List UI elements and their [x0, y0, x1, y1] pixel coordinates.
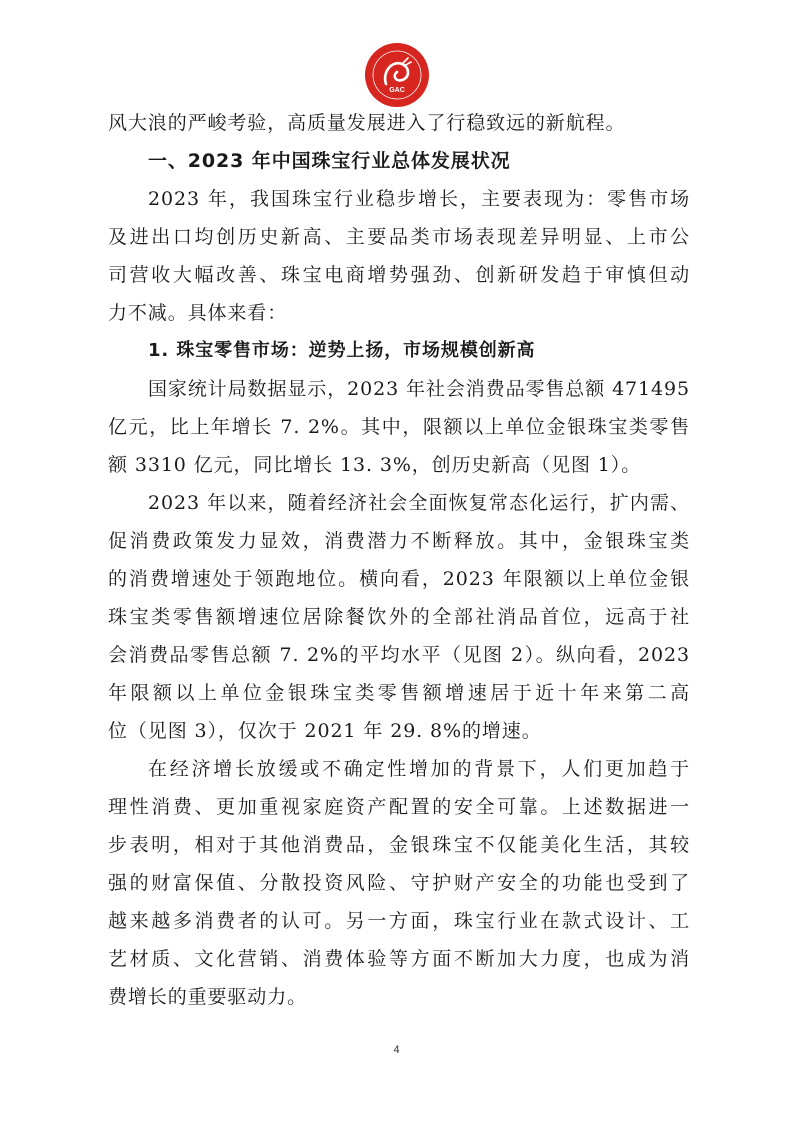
document-body	[108, 104, 690, 1016]
association-logo	[364, 42, 430, 108]
text-line: 珠宝类零售额增速位居除餐饮外的全部社消品首位，远高于社	[108, 606, 690, 628]
text-line: 2023 年以来，随着经济社会全面恢复常态化运行，扩内需、	[148, 492, 690, 514]
subsection-heading	[108, 332, 690, 370]
body-paragraph	[108, 484, 690, 750]
text-line: 亿元，比上年增长 7. 2%。其中，限额以上单位金银珠宝类零售	[108, 416, 690, 438]
body-paragraph	[108, 180, 690, 332]
text-line: 1. 珠宝零售市场：逆势上扬，市场规模创新高	[148, 340, 536, 361]
body-paragraph	[108, 750, 690, 1016]
text-line: 及进出口均创历史新高、主要品类市场表现差异明显、上市公	[108, 226, 690, 248]
text-line: 的消费增速处于领跑地位。横向看，2023 年限额以上单位金银	[108, 568, 690, 590]
text-line: 越来越多消费者的认可。另一方面，珠宝行业在款式设计、工	[108, 910, 690, 932]
text-line: 一、2023 年中国珠宝行业总体发展状况	[148, 150, 511, 172]
association-seal-icon	[364, 42, 430, 108]
text-line: 会消费品零售总额 7. 2%的平均水平（见图 2）。纵向看，2023	[108, 644, 690, 666]
text-line: 费增长的重要驱动力。	[108, 986, 308, 1008]
text-line: 理性消费、更加重视家庭资产配置的安全可靠。上述数据进一	[108, 796, 690, 818]
text-line: 年限额以上单位金银珠宝类零售额增速居于近十年来第二高	[108, 682, 690, 704]
text-line: 国家统计局数据显示，2023 年社会消费品零售总额 471495	[148, 378, 690, 400]
text-line: 在经济增长放缓或不确定性增加的背景下，人们更加趋于	[148, 758, 690, 780]
text-line: 司营收大幅改善、珠宝电商增势强劲、创新研发趋于审慎但动	[108, 264, 690, 286]
text-line: 强的财富保值、分散投资风险、守护财产安全的功能也受到了	[108, 872, 690, 894]
text-line: 促消费政策发力显效，消费潜力不断释放。其中，金银珠宝类	[108, 530, 690, 552]
text-line: 2023 年，我国珠宝行业稳步增长，主要表现为：零售市场	[148, 188, 690, 210]
text-line: 位（见图 3），仅次于 2021 年 29. 8%的增速。	[108, 720, 542, 742]
text-line: 步表明，相对于其他消费品，金银珠宝不仅能美化生活，其较	[108, 834, 690, 856]
text-line: 风大浪的严峻考验，高质量发展进入了行稳致远的新航程。	[108, 112, 626, 134]
text-line: 额 3310 亿元，同比增长 13. 3%，创历史新高（见图 1）。	[108, 454, 642, 476]
logo-inner-text: GAC	[389, 87, 405, 94]
body-paragraph	[108, 104, 690, 142]
text-line: 力不减。具体来看：	[108, 302, 288, 324]
page-number: 4	[393, 1044, 400, 1056]
body-paragraph	[108, 370, 690, 484]
section-heading	[108, 142, 690, 180]
text-line: 艺材质、文化营销、消费体验等方面不断加大力度，也成为消	[108, 948, 690, 970]
